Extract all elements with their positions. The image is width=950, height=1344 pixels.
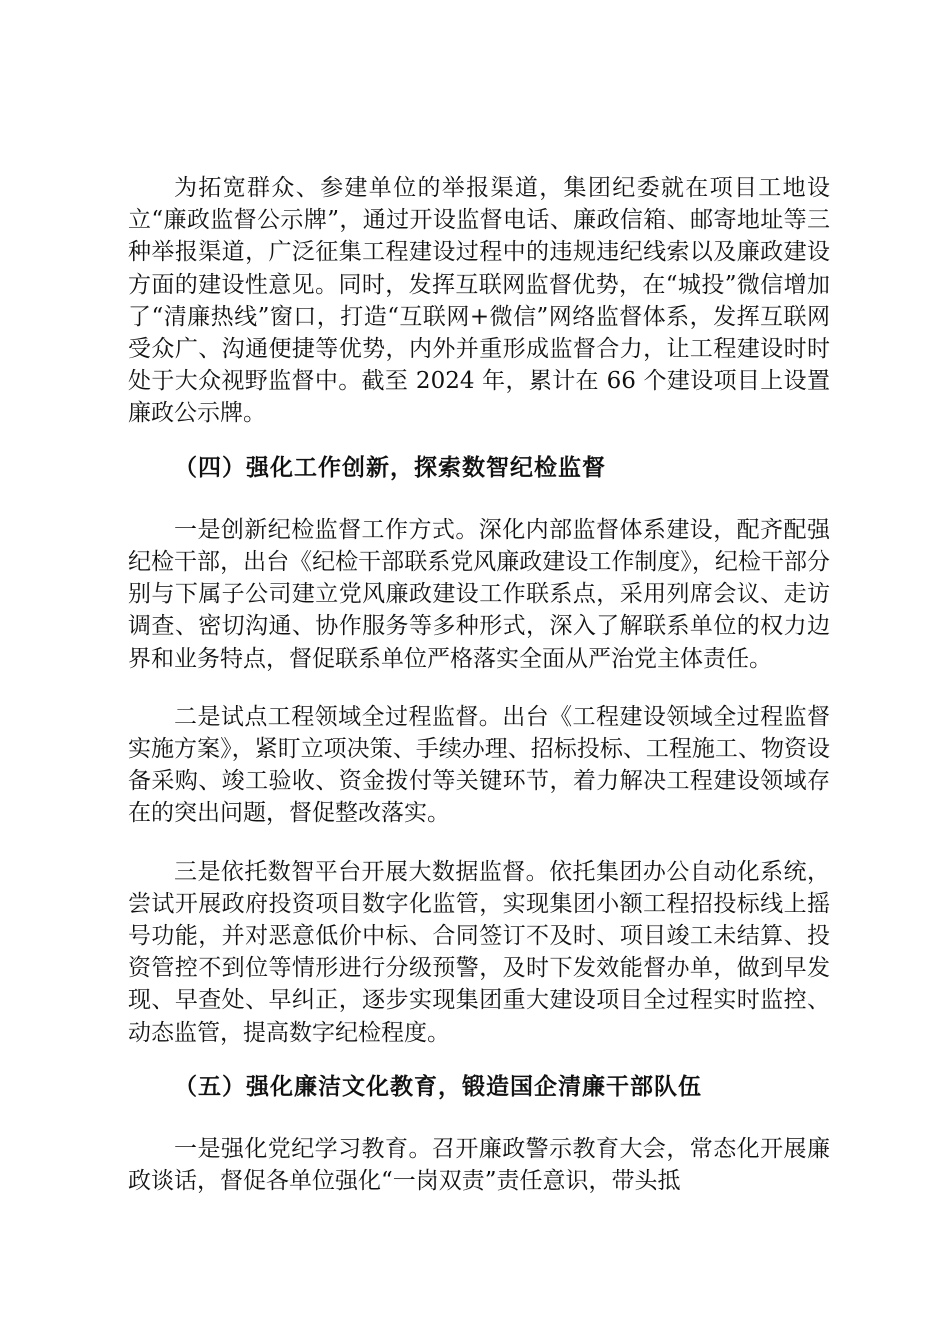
- section-heading-5: （五）强化廉洁文化教育，锻造国企清廉干部队伍: [174, 1073, 702, 1100]
- paragraph-engineering-supervision: 二是试点工程领域全过程监督。出台《工程建设领域全过程监督实施方案》，紧盯立项决策、手续办理、招标投标、工程施工、物资设备采购、竣工验收、资金拨付等关键环节，着力解决工程建设领域存在的突出问题，督促整改落实。: [128, 703, 830, 827]
- paragraph-party-discipline: 一是强化党纪学习教育。召开廉政警示教育大会，常态化开展廉政谈话，督促各单位强化“一岗双责”责任意识，带头抵: [128, 1136, 830, 1195]
- paragraph-innovation-method: 一是创新纪检监督工作方式。深化内部监督体系建设，配齐配强纪检干部，出台《纪检干部联系党风廉政建设工作制度》，纪检干部分别与下属子公司建立党风廉政建设工作联系点，采用列席会议、走访调查、密切沟通、协作服务等多种形式，深入了解联系单位的权力边界和业务特点，督促联系单位严格落实全面从严治党主体责任。: [128, 516, 830, 672]
- paragraph-bigdata-supervision: 三是依托数智平台开展大数据监督。依托集团办公自动化系统，尝试开展政府投资项目数字化监管，实现集团小额工程招投标线上摇号功能，并对恶意低价中标、合同签订不及时、项目竣工未结算、投资管控不到位等情形进行分级预警，及时下发效能督办单，做到早发现、早查处、早纠正，逐步实现集团重大建设项目全过程实时监控、动态监管，提高数字纪检程度。: [128, 858, 830, 1046]
- paragraph-reporting-channels: 为拓宽群众、参建单位的举报渠道，集团纪委就在项目工地设立“廉政监督公示牌”，通过开设监督电话、廉政信箱、邮寄地址等三种举报渠道，广泛征集工程建设过程中的违规违纪线索以及廉政建设方面的建设性意见。同时，发挥互联网监督优势，在“城投”微信增加了“清廉热线”窗口，打造“互联网+微信”网络监督体系，发挥互联网受众广、沟通便捷等优势，内外并重形成监督合力，让工程建设时时处于大众视野监督中。截至 2024 年，累计在 66 个建设项目上设置廉政公示牌。: [128, 175, 830, 427]
- section-heading-4: （四）强化工作创新，探索数智纪检监督: [174, 454, 606, 481]
- document-body: [128, 172, 830, 1197]
